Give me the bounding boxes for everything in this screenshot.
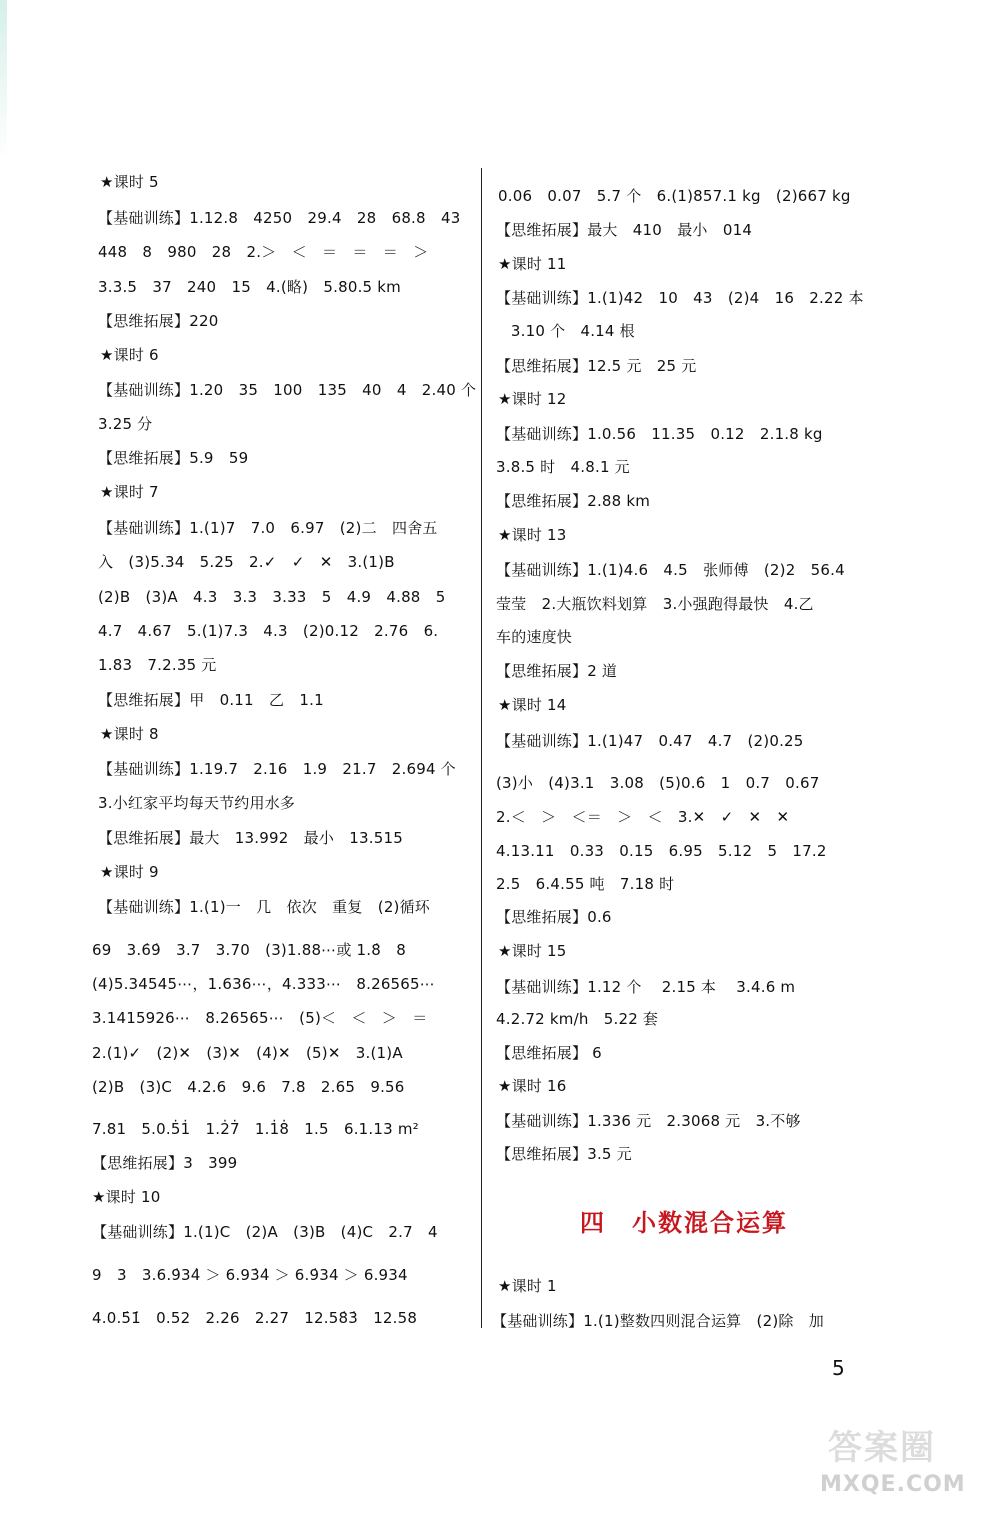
line: 【基础训练】1.19.7 2.16 1.9 21.7 2.694 个: [98, 760, 456, 778]
line: (3)小 (4)3.1 3.08 (5)0.6̇ 1 0.7 0.67: [496, 774, 820, 792]
line: 【思维拓展】12.5 元 25 元: [496, 357, 697, 375]
line: 【基础训练】1.0.56 11.35 0.12 2.1.8 kg: [496, 425, 823, 443]
line: ★课时 16: [498, 1077, 567, 1095]
line: 0.06 0.07 5.7 个 6.(1)857.1 kg (2)667 kg: [498, 187, 851, 205]
line: 【思维拓展】220: [98, 312, 219, 330]
line: 【思维拓展】最大 13.992 最小 13.515: [98, 829, 403, 847]
line: ★课时 10: [92, 1188, 161, 1206]
line: 3.8.5 时 4.8.1 元: [496, 458, 630, 476]
line: ★课时 1: [498, 1277, 557, 1295]
line: 3.3.5 37 240 15 4.(略) 5.80.5 km: [98, 278, 401, 296]
line: ★课时 9: [100, 863, 159, 881]
line: 【基础训练】1.(1)整数四则混合运算 (2)除 加: [492, 1312, 825, 1330]
line: ★课时 7: [100, 483, 159, 501]
page-edge-strip: [0, 0, 7, 160]
line: 【基础训练】1.(1)C (2)A (3)B (4)C 2.7 4: [92, 1223, 438, 1241]
watermark-logo-text: 答案圈: [828, 1428, 936, 1468]
line: 车的速度快: [496, 628, 573, 646]
line: 【思维拓展】 6: [496, 1044, 602, 1062]
line: ★课时 5: [100, 173, 159, 191]
line: 【思维拓展】3.5 元: [496, 1145, 632, 1163]
line: ★课时 14: [498, 696, 567, 714]
line: 69 3.6̇9̇ 3.7 3.70 (3)1.88⋯或 1.8̇ 8: [92, 941, 406, 959]
line: ★课时 8: [100, 725, 159, 743]
line: 【基础训练】1.(1)4.6 4.5 张师傅 (2)2 56.4: [496, 561, 845, 579]
line: 4.7 4.67 5.(1)7.3 4.3 (2)0.12 2.76 6.: [98, 622, 439, 640]
line: 【基础训练】1.(1)一 几 依次 重复 (2)循环: [98, 898, 431, 916]
page-number: 5: [832, 1356, 845, 1380]
line: 【基础训练】1.20 35 100 135 40 4 2.40 个: [98, 381, 477, 399]
line: 【思维拓展】5.9 59: [98, 449, 249, 467]
line: (4)5.34545⋯，1.636⋯，4.333⋯ 8.26565⋯: [92, 975, 435, 993]
line: 9 3 3.6.9̇34̇ ＞ 6.93̇4̇ ＞ 6.9̇34 ＞ 6.934: [92, 1266, 408, 1284]
column-divider: [481, 168, 482, 1328]
line: (2)B (3)C 4.2.6 9.6 7.8 2.65 9.56: [92, 1078, 405, 1096]
line: 【思维拓展】甲 0.11 乙 1.1: [98, 691, 324, 709]
line: ★课时 12: [498, 390, 567, 408]
line: 莹莹 2.大瓶饮料划算 3.小强跑得最快 4.乙: [496, 595, 814, 613]
line: 【基础训练】1.(1)7 7.0 6.97 (2)二 四舍五: [98, 519, 438, 537]
line: 【思维拓展】2 道: [496, 662, 618, 680]
line: 7.81 5.0.5̇1̇ 1.2̇7̇ 1.1̇8̇ 1.5 6.1.13 m²: [92, 1120, 419, 1138]
line: 4.13.11 0.33 0.15 6.95 5.12 5 17.2: [496, 842, 827, 860]
line: 【思维拓展】3 399: [92, 1154, 238, 1172]
line: 3.25 分: [98, 415, 153, 433]
line: ★课时 6: [100, 346, 159, 364]
line: 入 (3)5.34 5.25 2.✓ ✓ ✕ 3.(1)B: [98, 553, 395, 571]
line: 【思维拓展】2.88 km: [496, 492, 651, 510]
line: 【基础训练】1.12.8 4250 29.4 28 68.8 43: [98, 209, 461, 227]
line: 【基础训练】1.(1)42 10 43 (2)4 16 2.22 本: [496, 289, 864, 307]
watermark-logo: [820, 1420, 992, 1512]
line: 2.5 6.4.55 吨 7.18 时: [496, 875, 675, 893]
line: 【思维拓展】0.6: [496, 908, 612, 926]
section-title: 四 小数混合运算: [580, 1209, 788, 1237]
line: 4.2.72 km/h 5.22 套: [496, 1010, 659, 1028]
line: 【基础训练】1.(1)47 0.47 4.7 (2)0.25: [496, 732, 804, 750]
line: 4.0.5̇1̇ 0.52 2.26 2.27 12.58̇3̇ 12.58: [92, 1309, 418, 1327]
line: 3.小红家平均每天节约用水多: [98, 794, 296, 812]
line: 448 8 980 28 2.＞ ＜ ＝ ＝ ＝ ＞: [98, 243, 429, 261]
line: 2.＜ ＞ ＜＝ ＞ ＜ 3.✕ ✓ ✕ ✕: [496, 808, 790, 826]
line: 1.83 7.2.35 元: [98, 656, 217, 674]
line: 3.10 个 4.14 根: [496, 322, 635, 340]
line: ★课时 13: [498, 526, 567, 544]
line: 【基础训练】1.336 元 2.3068 元 3.不够: [496, 1112, 801, 1130]
line: 3.1415926⋯ 8.26565⋯ (5)＜ ＜ ＞ ＝: [92, 1009, 428, 1027]
line: ★课时 11: [498, 255, 567, 273]
line: (2)B (3)A 4.3 3.3 3.33 5 4.9 4.88 5: [98, 588, 446, 606]
line: 【基础训练】1.12 个 2.15 本 3.4.6 m: [496, 978, 796, 996]
line: 【思维拓展】最大 410 最小 014: [496, 221, 753, 239]
watermark-site-text: MXQE.COM: [820, 1472, 966, 1497]
line: ★课时 15: [498, 942, 567, 960]
line: 2.(1)✓ (2)✕ (3)✕ (4)✕ (5)✕ 3.(1)A: [92, 1044, 403, 1062]
